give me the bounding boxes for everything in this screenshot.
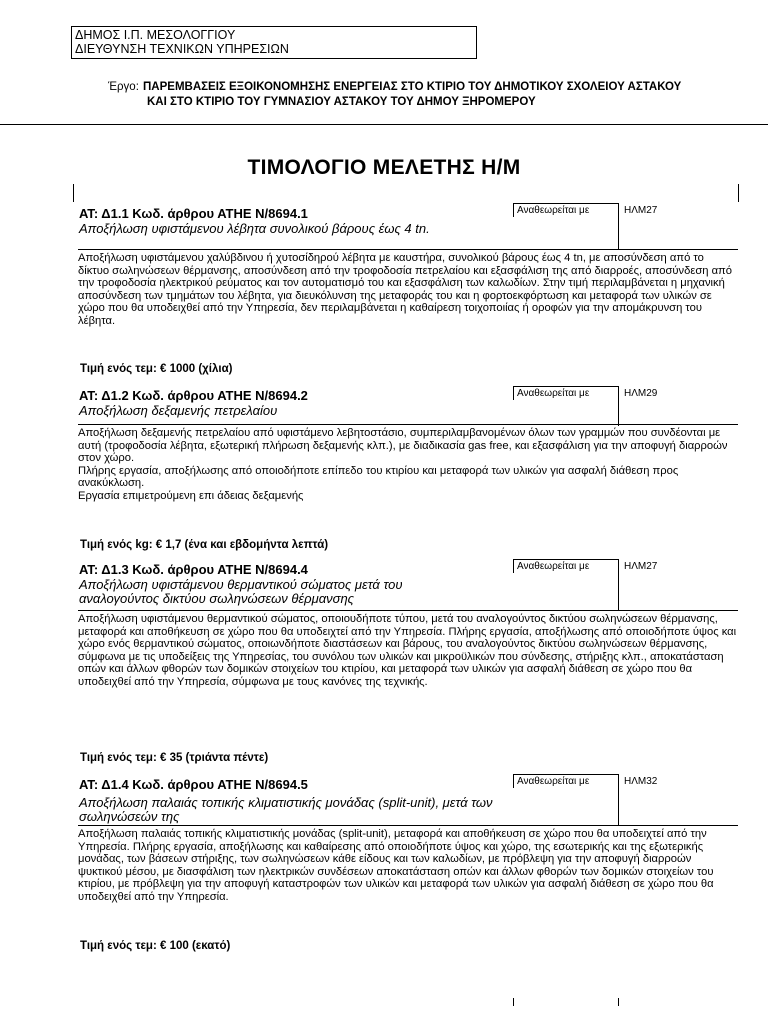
revision-code: ΗΛΜ27 — [624, 205, 658, 216]
revision-divider — [618, 386, 619, 426]
revision-label: Αναθεωρείται με — [513, 203, 618, 217]
left-margin-tick — [73, 184, 74, 202]
item-description: Αποξήλωση παλαιάς τοπικής κλιματιστικής μονάδας (split-unit), μεταφορά και αποθήκευση σε χώρο που θα υποδειχτεί από την Υπηρεσία. Πλήρης εργασία, αποξήλωσης και καθαίρεσης από οποιοδήποτε ύψος και χώρο, της εσωτερικής και της εξωτερικής μονάδας, των βάσεων στήριξης, των σωληνώσεων κάθε είδους και των καλωδίων, με πρόβλεψη για την αποφυγή διαρροών ψυκτικού μέσου, με διασφάλιση των ηλεκτρικών συνδέσεων αποκατάσταση οπών και άλλων φθορών των δομικών στοιχείων του κτιρίου, με πρόβλεψη για την αποφυγή καταστροφών των υλικών και μεταφορά των υλικών για ασφαλή διάθεση σε χώρο που θα υποδειχθεί από την Υπηρεσία. — [78, 825, 738, 904]
project-title-line-2: ΚΑΙ ΣΤΟ ΚΤΙΡΙΟ ΤΟΥ ΓΥΜΝΑΣΙΟΥ ΑΣΤΑΚΟΥ ΤΟΥ ΔΗΜΟΥ ΞΗΡΟΜΕΡΟΥ — [147, 96, 536, 108]
revision-divider — [618, 559, 619, 611]
item-heading: ΑΤ: Δ1.1 Κωδ. άρθρου ΑΤΗΕ Ν/8694.1 — [79, 206, 308, 221]
item-heading: ΑΤ: Δ1.2 Κωδ. άρθρου ΑΤΗΕ Ν/8694.2 — [79, 388, 308, 403]
project-label: Έργο: — [108, 81, 139, 93]
right-margin-tick — [738, 184, 739, 202]
item-price: Τιμή ενός τεμ: € 1000 (χίλια) — [80, 363, 233, 375]
item-heading: ΑΤ: Δ1.3 Κωδ. άρθρου ΑΤΗΕ Ν/8694.4 — [79, 562, 308, 577]
bottom-tick — [618, 998, 619, 1006]
item-description: Αποξήλωση υφιστάμενου χαλύβδινου ή χυτοσίδηρού λέβητα με καυστήρα, συνολικού βάρους έως 4 tn, με αποσύνδεση από το δίκτυο σωληνώσεων θέρμανσης, αποσύνδεση από την τροφοδοσία πετρελαίου και εξασφάλιση της από διαρροές, αποσύνδεση από την τροφοδοσία ηλεκτρικού ρεύματος και τον αυτοματισμό του και εξασφάλιση των καλωδίων. Στην τιμή περιλαμβάνεται η μηχανική αποσύνδεση των τμημάτων του λέβητα, για διευκόλυνση της μεταφοράς του και η φορτοεκφόρτωση και μεταφορά των υλικών σε χώρο που θα υποδειχθεί από την Υπηρεσία, δεν περιλαμβάνεται η καθαίρεση τοιχοποιίας ή οροφών για την απομάκρυνση του λέβητα. — [78, 249, 738, 328]
item-price: Τιμή ενός τεμ: € 35 (τριάντα πέντε) — [80, 752, 269, 764]
revision-code: ΗΛΜ27 — [624, 561, 658, 572]
item-subtitle: Αποξήλωση υφιστάμενου λέβητα συνολικού βάρους έως 4 tn. — [79, 221, 430, 236]
item-price: Τιμή ενός τεμ: € 100 (εκατό) — [80, 940, 231, 952]
item-price: Τιμή ενός kg: € 1,7 (ένα και εβδομήντα λεπτά) — [80, 539, 329, 551]
municipality-name: ΔΗΜΟΣ Ι.Π. ΜΕΣΟΛΟΓΓΙΟΥ — [75, 28, 236, 42]
department-name: ΔΙΕΥΘΥΝΣΗ ΤΕΧΝΙΚΩΝ ΥΠΗΡΕΣΙΩΝ — [75, 42, 289, 56]
revision-label: Αναθεωρείται με — [513, 774, 618, 788]
revision-label: Αναθεωρείται με — [513, 559, 618, 573]
header-divider — [0, 124, 768, 125]
item-subtitle: Αποξήλωση δεξαμενής πετρελαίου — [79, 403, 278, 418]
item-subtitle: Αποξήλωση υφιστάμενου θερμαντικού σώματος μετά του αναλογούντος δικτύου σωληνώσεων θέρμανσης — [79, 577, 403, 606]
project-title-line-1: ΠΑΡΕΜΒΑΣΕΙΣ ΕΞΟΙΚΟΝΟΜΗΣΗΣ ΕΝΕΡΓΕΙΑΣ ΣΤΟ ΚΤΙΡΙΟ ΤΟΥ ΔΗΜΟΤΙΚΟΥ ΣΧΟΛΕΙΟΥ ΑΣΤΑΚΟΥ — [143, 81, 682, 93]
revision-divider — [618, 203, 619, 249]
item-subtitle: Αποξήλωση παλαιάς τοπικής κλιματιστικής μονάδας (split-unit), μετά των σωληνώσεών της — [79, 795, 493, 824]
item-description: Αποξήλωση δεξαμενής πετρελαίου από υφιστάμενο λεβητοστάσιο, συμπεριλαμβανομένων όλων των γραμμών που συνδέονται με αυτή (τροφοδοσία λέβητα, εξωτερική πλήρωση δεξαμενής κλπ.), με διαδικασία gas free, και εξασφάλιση για την αποφυγή διαρροών στον χώρο. Πλήρης εργασία, αποξήλωσης από οποιοδήποτε επίπεδο του κτιρίου και μεταφορά των υλικών για ασφαλή διάθεση προς ανακύκλωση. Εργασία επιμετρούμενη επι άδειας δεξαμενής — [78, 424, 738, 503]
revision-code: ΗΛΜ32 — [624, 776, 658, 787]
document-title: ΤΙΜΟΛΟΓΙΟ ΜΕΛΕΤΗΣ Η/Μ — [247, 156, 521, 179]
revision-label: Αναθεωρείται με — [513, 386, 618, 400]
revision-code: ΗΛΜ29 — [624, 388, 658, 399]
item-description: Αποξήλωση υφιστάμενου θερμαντικού σώματος, οποιουδήποτε τύπου, μετά του αναλογούντος δικτύου σωληνώσεων θέρμανσης, μεταφορά και αποθήκευση σε χώρο που θα υποδειχτεί από την Υπηρεσία. Πλήρης εργασία, αποξήλωσης από οποιοδήποτε ύψος και χώρο ενός θερμαντικού σώματος, οποιωνδήποτε διαστάσεων και βάρους, του αναλογούντος δικτύου σωληνώσεων θέρμανσης, σύμφωνα με τις υποδείξεις της Υπηρεσίας, του συνόλου των υλικών και μικροϋλικών που σύνδεσης, στήριξης κλπ., αποκατάσταση οπών και άλλων φθορών των δομικών στοιχείων του κτιρίου, και μεταφορά των υλικών για ασφαλή διάθεση σε χώρο που θα υποδειχθεί από την Υπηρεσία, σύμφωνα με τους κανόνες της τεχνικής. — [78, 610, 738, 689]
revision-divider — [618, 774, 619, 826]
bottom-tick — [513, 998, 514, 1006]
authority-header — [71, 26, 477, 59]
item-heading: ΑΤ: Δ1.4 Κωδ. άρθρου ΑΤΗΕ Ν/8694.5 — [79, 777, 308, 792]
